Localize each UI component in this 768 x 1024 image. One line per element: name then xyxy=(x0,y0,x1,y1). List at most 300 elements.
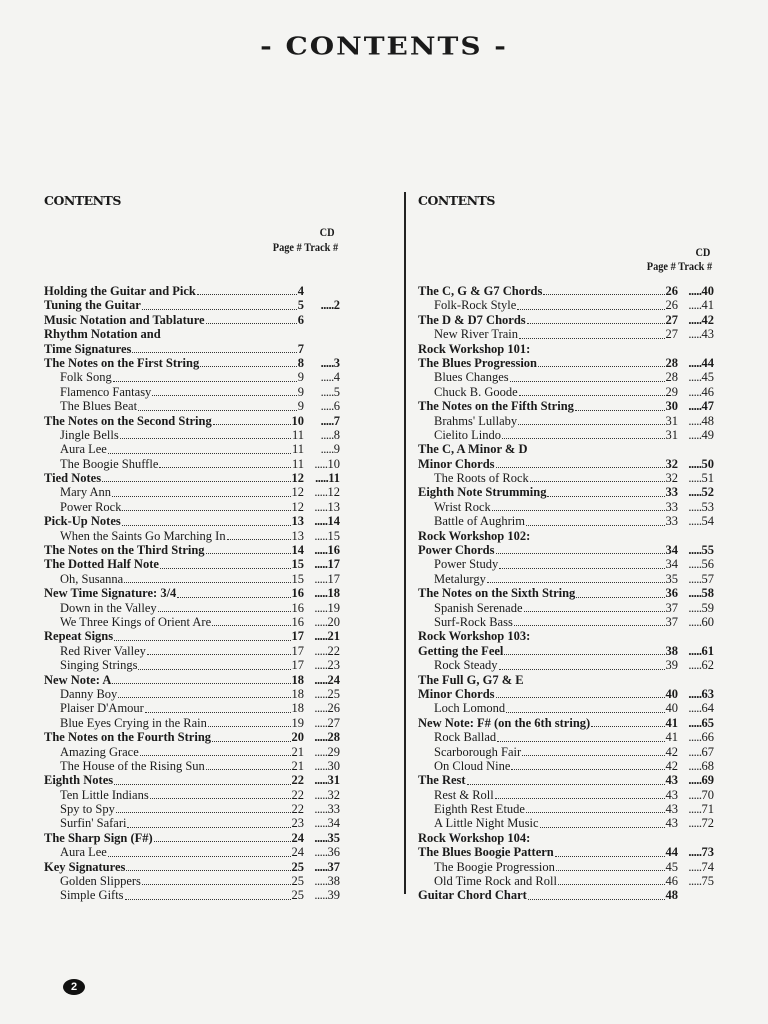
entry-title: Power Chords xyxy=(418,543,495,558)
toc-entry xyxy=(44,557,340,571)
toc-entry xyxy=(418,557,714,571)
entry-title: The House of the Rising Sun xyxy=(60,758,205,773)
leader-dots xyxy=(138,410,297,411)
leader-dots xyxy=(540,827,665,828)
toc-entry xyxy=(418,759,714,773)
page-number-cell: 45 xyxy=(665,859,678,874)
entry-title: The Roots of Rock xyxy=(434,471,529,486)
page-number-cell: 17 xyxy=(291,629,304,644)
entry-title: The Notes on the Third String xyxy=(44,543,205,558)
track-number-cell: ..... 63 xyxy=(678,687,714,702)
leader-dots xyxy=(527,323,665,324)
page-number-cell: 26 xyxy=(665,298,678,313)
track-number-cell: ..... 56 xyxy=(678,557,714,572)
leader-dots xyxy=(522,755,664,756)
page-number-cell: 37 xyxy=(665,614,678,629)
page-number-cell: 24 xyxy=(291,830,304,845)
page-number-cell: 17 xyxy=(291,658,304,673)
track-number-cell: ..... 52 xyxy=(678,485,714,500)
toc-entry xyxy=(418,370,714,384)
entry-title: Folk-Rock Style xyxy=(434,298,517,313)
track-number-cell: ..... 34 xyxy=(304,816,340,831)
toc-entry xyxy=(44,572,340,586)
page-number-cell: 12 xyxy=(291,485,304,500)
track-number-cell: ..... 47 xyxy=(678,399,714,414)
track-number-cell: ..... 46 xyxy=(678,385,714,400)
toc-entry xyxy=(44,543,340,557)
entry-title: Old Time Rock and Roll xyxy=(434,874,557,889)
leader-dots xyxy=(150,798,291,799)
leader-dots xyxy=(496,697,665,698)
page-number-cell: 18 xyxy=(291,672,304,687)
page-number-cell: 5 xyxy=(297,298,304,313)
leader-dots xyxy=(152,395,296,396)
page-number-cell: 12 xyxy=(291,499,304,514)
page-number-cell: 27 xyxy=(665,327,678,342)
page-title: - CONTENTS - xyxy=(260,32,508,61)
entry-title: Flamenco Fantasy xyxy=(60,384,152,399)
leader-dots xyxy=(504,654,664,655)
page-number-cell: 17 xyxy=(291,643,304,658)
leader-dots xyxy=(558,884,665,885)
column-heading: CONTENTS xyxy=(418,193,495,208)
track-number-cell: ..... 17 xyxy=(304,557,340,572)
track-number-cell: ..... 22 xyxy=(304,644,340,659)
track-number-cell: ..... 32 xyxy=(304,788,340,803)
track-number-cell: ..... 68 xyxy=(678,759,714,774)
toc-entry xyxy=(418,888,714,902)
entry-title: Wrist Rock xyxy=(434,499,491,514)
toc-entry xyxy=(44,284,340,298)
entry-title: Oh, Susanna xyxy=(60,571,124,586)
leader-dots xyxy=(213,424,291,425)
track-number-cell: ..... 7 xyxy=(304,414,340,429)
track-number-cell: ..... 21 xyxy=(304,629,340,644)
track-number-cell: ..... 73 xyxy=(678,845,714,860)
page-number-cell: 43 xyxy=(665,802,678,817)
entry-title: New Note: A xyxy=(44,672,112,687)
entry-title: The Blues Boogie Pattern xyxy=(418,845,554,860)
entry-title: Metalurgy xyxy=(434,571,486,586)
track-number-cell: ..... 39 xyxy=(304,888,340,903)
entry-title: Folk Song xyxy=(60,370,112,385)
toc-entry xyxy=(44,356,340,370)
track-number-cell: ..... 16 xyxy=(304,543,340,558)
track-number-cell: ..... 64 xyxy=(678,701,714,716)
track-number-cell: ..... 8 xyxy=(304,428,340,443)
toc-entry xyxy=(44,860,340,874)
leader-dots xyxy=(497,741,664,742)
track-number-cell: ..... 37 xyxy=(304,860,340,875)
leader-dots xyxy=(575,410,665,411)
entry-title: Minor Chords xyxy=(418,456,495,471)
toc-entry xyxy=(418,313,714,327)
entry-title: Power Study xyxy=(434,557,499,572)
toc-entry xyxy=(418,802,714,816)
toc-entry xyxy=(44,442,340,456)
page-number-cell: 21 xyxy=(291,744,304,759)
page-number-cell: 39 xyxy=(665,658,678,673)
entry-title: Rock Workshop 101: xyxy=(418,341,531,356)
page-number-cell: 44 xyxy=(665,845,678,860)
entry-title: Tied Notes xyxy=(44,471,102,486)
track-number-cell: ..... 61 xyxy=(678,644,714,659)
entry-title: The Notes on the First String xyxy=(44,355,200,370)
entry-title: On Cloud Nine xyxy=(434,758,511,773)
entry-title: The Boogie Progression xyxy=(434,859,555,874)
toc-entry xyxy=(418,730,714,744)
leader-dots xyxy=(495,798,665,799)
page-number-cell: 21 xyxy=(291,758,304,773)
page-number-cell: 25 xyxy=(291,859,304,874)
toc-entry xyxy=(44,500,340,514)
leader-dots xyxy=(511,769,664,770)
leader-dots xyxy=(200,366,297,367)
page-number-cell: 9 xyxy=(297,370,304,385)
toc-entry xyxy=(418,543,714,557)
leader-dots xyxy=(227,539,291,540)
page-number-cell: 35 xyxy=(665,571,678,586)
entry-title: Key Signatures xyxy=(44,859,126,874)
page-number-cell: 33 xyxy=(665,514,678,529)
page-number-cell: 27 xyxy=(665,312,678,327)
page-number-cell: 28 xyxy=(665,355,678,370)
leader-dots xyxy=(519,395,665,396)
page-number-cell: 19 xyxy=(291,715,304,730)
page-number-cell: 41 xyxy=(665,715,678,730)
entry-title: Surf-Rock Bass xyxy=(434,614,513,629)
leader-dots xyxy=(576,597,664,598)
page-number-cell: 11 xyxy=(291,442,304,457)
toc-entry xyxy=(418,586,714,600)
entry-title: Simple Gifts xyxy=(60,888,124,903)
entry-title: Brahms' Lullaby xyxy=(434,413,518,428)
entry-title: Aura Lee xyxy=(60,845,107,860)
entry-title: Rock Workshop 102: xyxy=(418,528,531,543)
toc-entry xyxy=(44,298,340,312)
toc-entry xyxy=(418,874,714,888)
contents-column-left xyxy=(44,193,340,903)
entry-title: The Boogie Shuffle xyxy=(60,456,159,471)
toc-entry xyxy=(418,615,714,629)
leader-dots xyxy=(206,769,291,770)
track-number-cell: ..... 72 xyxy=(678,816,714,831)
track-number-cell: ..... 35 xyxy=(304,831,340,846)
toc-entry xyxy=(44,888,340,902)
toc-entry xyxy=(418,788,714,802)
track-number-cell: ..... 65 xyxy=(678,716,714,731)
entry-title: Minor Chords xyxy=(418,686,495,701)
column-divider xyxy=(404,192,406,894)
entry-title: Scarborough Fair xyxy=(434,744,522,759)
track-number-cell: ..... 43 xyxy=(678,327,714,342)
entry-title: Golden Slippers xyxy=(60,874,141,889)
leader-dots xyxy=(126,870,290,871)
entry-title: Amazing Grace xyxy=(60,744,139,759)
track-number-cell: ..... 29 xyxy=(304,745,340,760)
track-number-cell: ..... 71 xyxy=(678,802,714,817)
entry-title: The Sharp Sign (F#) xyxy=(44,830,153,845)
leader-dots xyxy=(510,381,665,382)
toc-entry xyxy=(418,500,714,514)
track-number-cell: ..... 38 xyxy=(304,874,340,889)
toc-entry xyxy=(418,356,714,370)
leader-dots xyxy=(487,582,665,583)
toc-entry xyxy=(44,773,340,787)
page-number-cell: 13 xyxy=(291,528,304,543)
column-header xyxy=(74,213,340,253)
entry-title: Power Rock xyxy=(60,499,122,514)
page-number-cell: 42 xyxy=(665,744,678,759)
leader-dots xyxy=(543,294,664,295)
toc-entry xyxy=(418,831,714,845)
toc-entry xyxy=(44,644,340,658)
entry-title: The Rest xyxy=(418,773,466,788)
page-number-cell: 23 xyxy=(291,816,304,831)
entry-title: Surfin' Safari xyxy=(60,816,127,831)
leader-dots xyxy=(208,726,291,727)
cd-header: CD xyxy=(319,227,335,239)
track-number-cell: ..... 51 xyxy=(678,471,714,486)
track-number-cell: ..... 36 xyxy=(304,845,340,860)
track-number-cell: ..... 18 xyxy=(304,586,340,601)
leader-dots xyxy=(145,712,291,713)
leader-dots xyxy=(555,856,665,857)
entry-title: Rock Ballad xyxy=(434,730,497,745)
toc-entry xyxy=(44,716,340,730)
leader-dots xyxy=(556,870,665,871)
track-number-cell: ..... 30 xyxy=(304,759,340,774)
page-number-cell: 34 xyxy=(665,543,678,558)
page-number-cell: 30 xyxy=(665,399,678,414)
toc-entry xyxy=(44,788,340,802)
toc-entry xyxy=(44,629,340,643)
track-number-cell: ..... 70 xyxy=(678,788,714,803)
page-track-header: Page # Track # xyxy=(646,261,713,273)
entry-title: Tuning the Guitar xyxy=(44,298,141,313)
toc-entry xyxy=(418,284,714,298)
toc-entry xyxy=(44,586,340,600)
page-number-cell: 14 xyxy=(291,543,304,558)
leader-dots xyxy=(177,597,290,598)
leader-dots xyxy=(132,352,296,353)
leader-dots xyxy=(524,611,665,612)
toc-entry xyxy=(44,701,340,715)
toc-entry xyxy=(418,399,714,413)
page-number-cell: 48 xyxy=(665,888,678,903)
page-number-cell: 29 xyxy=(665,384,678,399)
track-number-cell: ..... 57 xyxy=(678,572,714,587)
track-number-cell: ..... 23 xyxy=(304,658,340,673)
page-number-cell: 43 xyxy=(665,787,678,802)
track-number-cell: ..... 42 xyxy=(678,313,714,328)
entry-title: Rhythm Notation and xyxy=(44,327,161,342)
track-number-cell: ..... 62 xyxy=(678,658,714,673)
leader-dots xyxy=(108,453,291,454)
page-number-cell: 16 xyxy=(291,614,304,629)
entry-title: Spanish Serenade xyxy=(434,600,523,615)
leader-dots xyxy=(499,669,665,670)
entry-title: The Notes on the Sixth String xyxy=(418,586,576,601)
page-number-cell: 13 xyxy=(291,514,304,529)
entry-title: New River Train xyxy=(434,327,519,342)
entry-title: Guitar Chord Chart xyxy=(418,888,527,903)
entry-title: Down in the Valley xyxy=(60,600,157,615)
toc-entry xyxy=(418,658,714,672)
toc-entry xyxy=(44,457,340,471)
track-number-cell: ..... 74 xyxy=(678,860,714,875)
toc-entry xyxy=(418,428,714,442)
entry-title: The Full G, G7 & E xyxy=(418,672,524,687)
entry-title: New Note: F# (on the 6th string) xyxy=(418,715,591,730)
track-number-cell: ..... 20 xyxy=(304,615,340,630)
track-number-cell: ..... 55 xyxy=(678,543,714,558)
leader-dots xyxy=(112,496,290,497)
track-number-cell: ..... 58 xyxy=(678,586,714,601)
leader-dots xyxy=(114,784,290,785)
leader-dots xyxy=(125,899,291,900)
entry-title: Rock Steady xyxy=(434,658,498,673)
entry-title: Red River Valley xyxy=(60,643,146,658)
toc-entry xyxy=(418,644,714,658)
entry-title: Cielito Lindo xyxy=(434,427,502,442)
page-number-cell: 43 xyxy=(665,816,678,831)
leader-dots xyxy=(206,553,291,554)
leader-dots xyxy=(142,884,291,885)
track-number-cell: ..... 53 xyxy=(678,500,714,515)
leader-dots xyxy=(116,812,291,813)
toc-entry xyxy=(418,745,714,759)
leader-dots xyxy=(160,568,291,569)
leader-dots xyxy=(528,899,665,900)
toc-entry xyxy=(418,816,714,830)
leader-dots xyxy=(114,640,290,641)
entry-title: The C, G & G7 Chords xyxy=(418,284,543,298)
page-number-cell: 22 xyxy=(291,787,304,802)
toc-entry xyxy=(418,673,714,687)
page-number-cell: 34 xyxy=(665,557,678,572)
page-number-cell: 38 xyxy=(665,643,678,658)
toc-entry xyxy=(44,845,340,859)
track-number-cell: ..... 11 xyxy=(304,471,340,486)
page-number-cell: 11 xyxy=(291,456,304,471)
toc-entry xyxy=(418,442,714,456)
toc-entry xyxy=(44,414,340,428)
track-number-cell: ..... 14 xyxy=(304,514,340,529)
leader-dots xyxy=(518,424,664,425)
page-number-cell: 18 xyxy=(291,701,304,716)
track-number-cell: ..... 10 xyxy=(304,457,340,472)
entry-title: Getting the Feel xyxy=(418,643,504,658)
leader-dots xyxy=(140,755,291,756)
leader-dots xyxy=(519,338,664,339)
toc-entry xyxy=(418,529,714,543)
entry-title: Rock Workshop 104: xyxy=(418,830,531,845)
page-number-cell: 12 xyxy=(291,471,304,486)
track-number-cell: ..... 6 xyxy=(304,399,340,414)
toc-entry xyxy=(44,399,340,413)
toc-entry xyxy=(44,514,340,528)
page-number-cell: 32 xyxy=(665,471,678,486)
page-number-cell: 31 xyxy=(665,413,678,428)
track-number-cell: ..... 24 xyxy=(304,673,340,688)
leader-dots xyxy=(138,669,290,670)
leader-dots xyxy=(112,683,290,684)
entry-title: Singing Strings xyxy=(60,658,138,673)
page-number-cell: 15 xyxy=(291,557,304,572)
page-number-cell: 11 xyxy=(291,427,304,442)
entry-title: Blues Changes xyxy=(434,370,509,385)
page-number-cell: 24 xyxy=(291,845,304,860)
track-number-cell: ..... 40 xyxy=(678,284,714,299)
page-number-cell: 16 xyxy=(291,600,304,615)
page-track-header: Page # Track # xyxy=(272,242,339,254)
track-number-cell: ..... 31 xyxy=(304,773,340,788)
entry-title: Rock Workshop 103: xyxy=(418,629,531,644)
entry-title: The Notes on the Fourth String xyxy=(44,730,212,745)
page-number-cell: 36 xyxy=(665,586,678,601)
page-number-cell: 46 xyxy=(665,874,678,889)
entry-title: The Dotted Half Note xyxy=(44,557,159,572)
toc-entry xyxy=(44,759,340,773)
leader-dots xyxy=(154,841,291,842)
track-number-cell: ..... 59 xyxy=(678,601,714,616)
leader-dots xyxy=(212,625,290,626)
toc-entry xyxy=(44,313,340,327)
leader-dots xyxy=(526,525,665,526)
column-heading: CONTENTS xyxy=(44,193,121,208)
toc-entry xyxy=(44,673,340,687)
column-header xyxy=(448,213,714,273)
toc-entry xyxy=(418,716,714,730)
page-number-cell: 4 xyxy=(297,284,304,298)
track-number-cell: ..... 41 xyxy=(678,298,714,313)
toc-entry xyxy=(44,471,340,485)
entry-title: Plaiser D'Amour xyxy=(60,701,144,716)
toc-list xyxy=(44,284,340,903)
page-number-cell: 40 xyxy=(665,701,678,716)
page-number-cell: 37 xyxy=(665,600,678,615)
page-number-cell: 33 xyxy=(665,499,678,514)
leader-dots xyxy=(122,525,291,526)
track-number-cell: ..... 12 xyxy=(304,485,340,500)
entry-title: Chuck B. Goode xyxy=(434,384,518,399)
entry-title: The Notes on the Second String xyxy=(44,413,212,428)
entry-title: Blue Eyes Crying in the Rain xyxy=(60,715,207,730)
toc-entry xyxy=(418,342,714,356)
cd-header: CD xyxy=(695,247,711,259)
leader-dots xyxy=(547,496,664,497)
toc-entry xyxy=(418,471,714,485)
entry-title: Rest & Roll xyxy=(434,787,494,802)
leader-dots xyxy=(206,323,297,324)
track-number-cell: ..... 3 xyxy=(304,356,340,371)
track-number-cell: ..... 28 xyxy=(304,730,340,745)
contents-column-right xyxy=(418,193,714,903)
toc-entry xyxy=(44,658,340,672)
page-number-cell: 28 xyxy=(665,370,678,385)
leader-dots xyxy=(120,438,291,439)
leader-dots xyxy=(142,309,297,310)
page-number-cell: 10 xyxy=(291,413,304,428)
toc-entry xyxy=(44,687,340,701)
entry-title: Aura Lee xyxy=(60,442,107,457)
entry-title: When the Saints Go Marching In xyxy=(60,528,226,543)
toc-entry xyxy=(418,298,714,312)
toc-entry xyxy=(44,816,340,830)
track-number-cell: ..... 27 xyxy=(304,716,340,731)
leader-dots xyxy=(526,812,665,813)
